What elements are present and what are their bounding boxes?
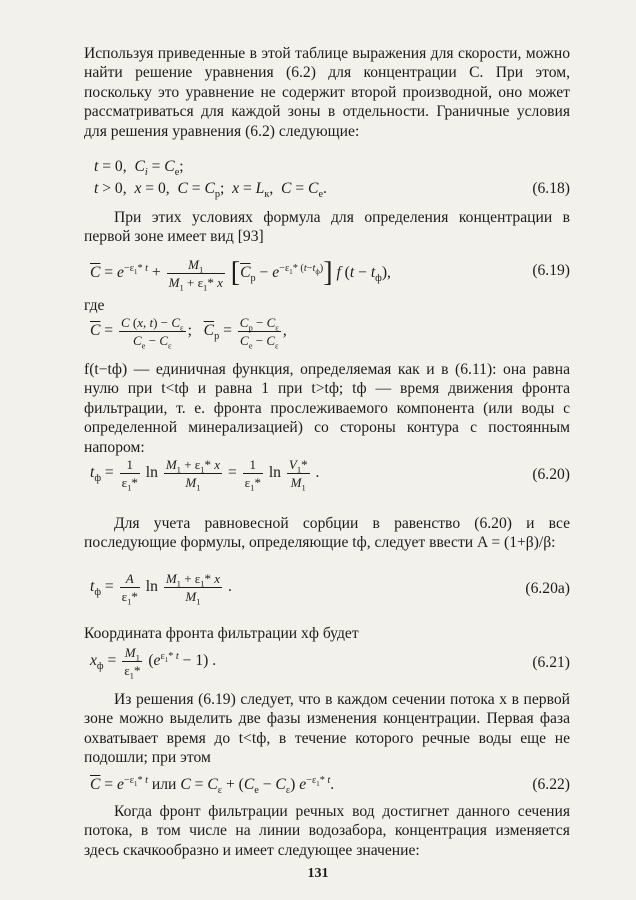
eq-6-20-formula: $t_ф$ = $\frac{1}{\varepsilon_1*}$ ln $\frac{M_1 + \varepsilon_1* x}{M_1}$ = $\frac{1}{\varepsilon_1*}$ ln $\frac{V_1*}{M_1}$ . — [90, 457, 320, 493]
paragraph-2: При этих условиях формула для определения концентрации в первой зоне имеет вид [93] — [84, 209, 570, 246]
eq-6-18-number: (6.18) — [532, 180, 570, 197]
equation-6-18-b — [84, 180, 570, 204]
eq-defs-formula: $\overline{C}$ = $\frac{C (x, t) - C_\varepsilon}{C_e - C_\varepsilon}$ ; $\overline{C}_р$ = $C_р - C_\varepsilon$ $C_e - C_\varepsilon$ , — [90, 315, 287, 351]
eq-6-21-formula: $x_ф$ = $\frac{M_1}{\varepsilon_1*}$ $(e^{\varepsilon_1* t} - 1)$ . — [90, 645, 217, 681]
eq-6-22-number: (6.22) — [532, 776, 570, 793]
paragraph-6: Из решения (6.19) следует, что в каждом сечении потока x в первой зоне можно выделить две фазы изменения концентрации. Первая фаза охватывает время до t<tф, в течение которого речные воды еще не подошли; при этом — [84, 691, 570, 767]
eq-6-18-line-1: t = 0, $C_i = C_e$; — [94, 158, 184, 179]
equation-6-21 — [84, 644, 570, 684]
equation-6-19 — [84, 254, 570, 292]
equation-6-22 — [84, 776, 570, 800]
where-word: где — [84, 297, 105, 314]
paragraph-1: Используя приведенные в этой таблице выражения для скорости, можно найти решение уравнения (6.2) для концентрации C. При этом, поскольку это уравнение не содержит второй производной, оно может рассматриваться для каждой зоны в отдельности. Граничные условия для решения уравнения (6.2) следующие: — [84, 45, 570, 140]
paragraph-4: Для учета равновесной сорбции в равенство (6.20) и все последующие формулы, определяющие tф, следует ввести A = (1+β)/β: — [84, 515, 570, 552]
eq-6-22-formula: $\overline{C} = e^{-\varepsilon_1* t}$ или $C = C_\varepsilon + (C_e - C_\varepsilon)$ $e^{-\varepsilon_1* t}$. — [90, 774, 335, 797]
equation-definitions — [84, 314, 570, 354]
eq-6-20a-formula: $t_ф$ = $\frac{A}{\varepsilon_1*}$ ln $\frac{M_1 + \varepsilon_1* x}{M_1}$ . — [90, 571, 232, 607]
eq-6-19-formula: $\overline{C} = e^{-\varepsilon_1* t}$ + $\frac{M_1}{M_1 + \varepsilon_1* x}$ $[\overline{C}_р - e^{-\varepsilon_1* (t-t_ф)}]$ f $(t - t_ф)$, — [90, 257, 391, 293]
equation-6-20a — [84, 570, 570, 610]
paragraph-3: f(t−tф) — единичная функция, определяемая как и в (6.11): она равна нулю при t<tф и равна 1 при t>tф; tф — время движения фронта фильтрации, т. е. фронта прослеживаемого компонента (или воды с определенной минерализацией) со стороны контура с постоянным напором: — [84, 361, 570, 456]
eq-6-19-number: (6.19) — [532, 262, 570, 279]
eq-6-20a-number: (6.20а) — [525, 580, 570, 597]
or-word: или — [151, 776, 177, 793]
eq-6-18-line-2: t > 0, x = 0, $C = C_р$; $x = L_к$, $C = C_e$. — [94, 180, 327, 201]
eq-6-21-number: (6.21) — [532, 654, 570, 671]
equation-6-18 — [84, 158, 570, 182]
equation-6-20 — [84, 456, 570, 496]
page-number: 131 — [307, 866, 329, 881]
paragraph-7: Когда фронт фильтрации речных вод достигнет данного сечения потока, в том числе на линии водозабора, концентрация изменяется здесь скачкообразно и имеет следующее значение: — [84, 803, 570, 859]
paragraph-5: Координата фронта фильтрации xф будет — [84, 625, 359, 642]
eq-6-20-number: (6.20) — [532, 466, 570, 483]
